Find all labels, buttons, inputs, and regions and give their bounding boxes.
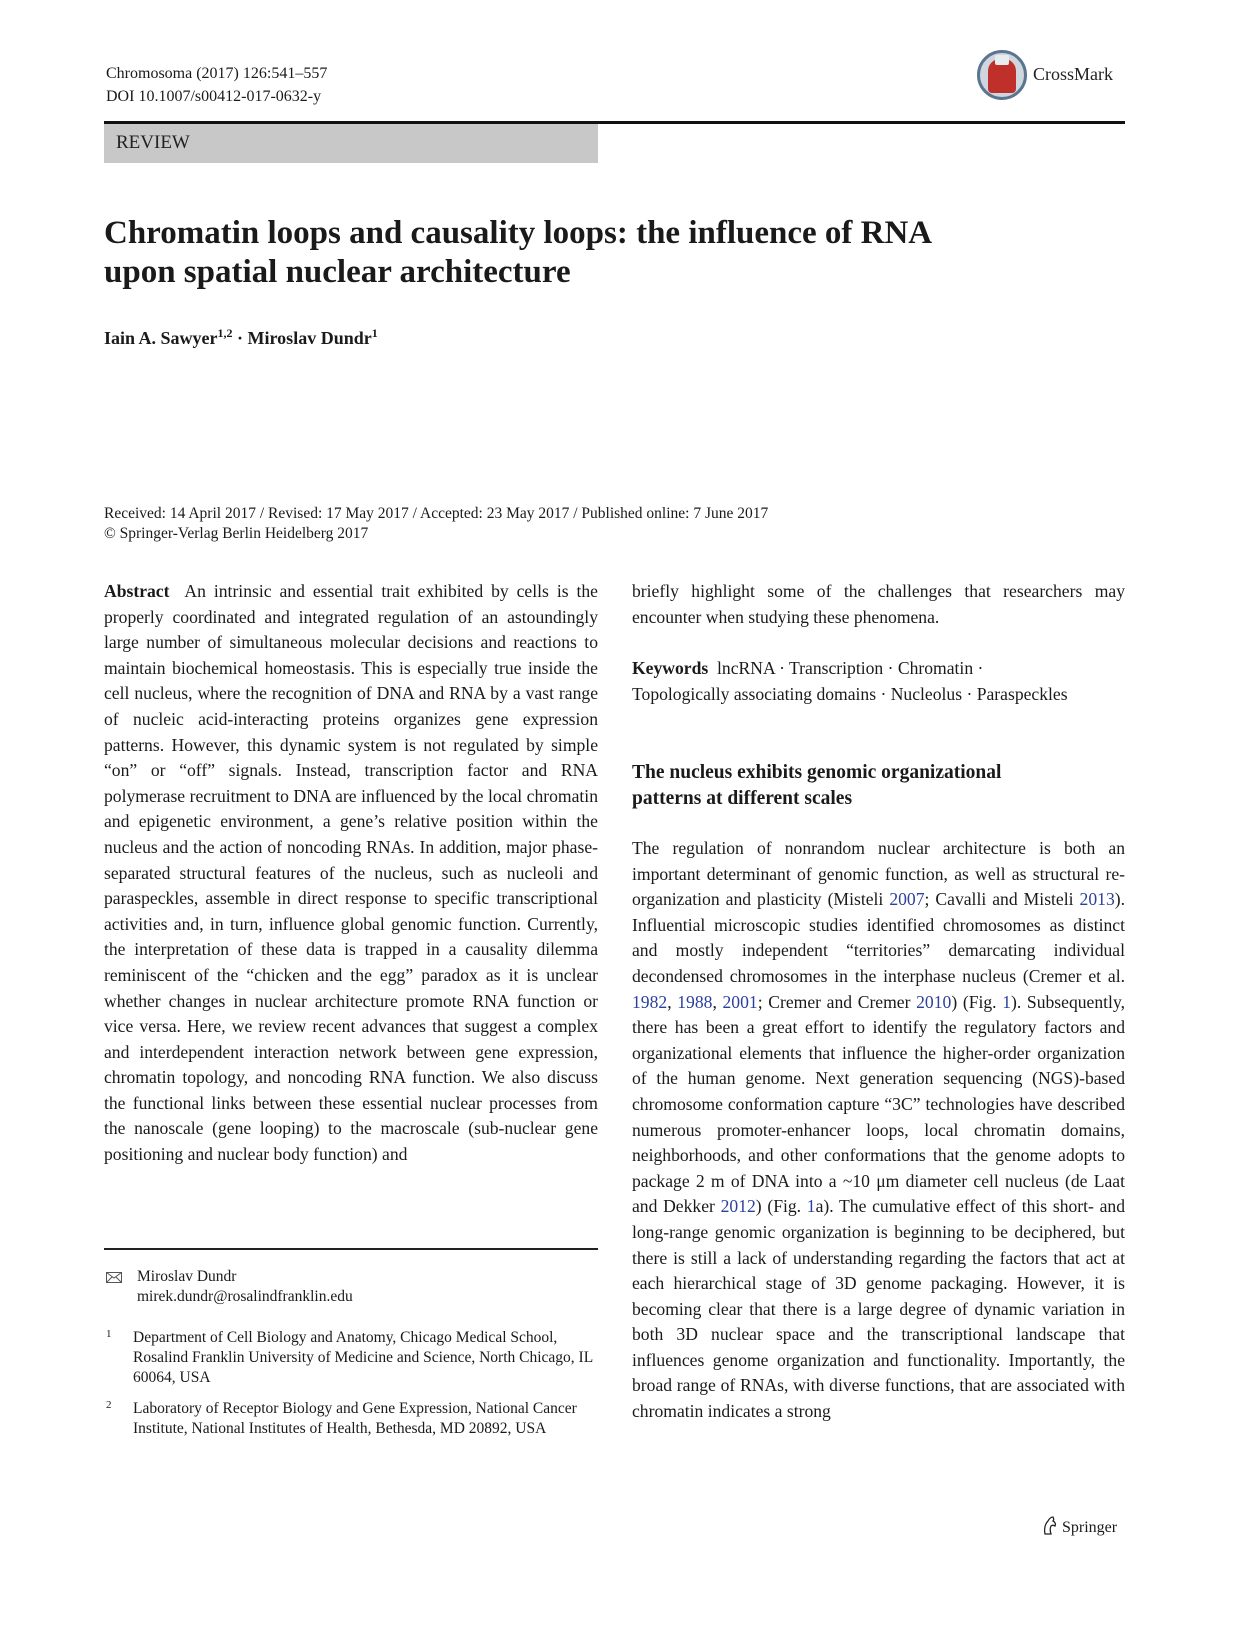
affiliation-1: Department of Cell Biology and Anatomy, Chicago Medical School, Rosalind Franklin University of Medicine and Science, North Chicago, IL 60064, USA	[133, 1329, 593, 1386]
body-text: ) (Fig.	[951, 991, 1003, 1012]
author-2-affiliation: 1	[371, 326, 378, 340]
corresponding-author-name: Miroslav Dundr	[137, 1268, 237, 1285]
author-2[interactable]: Miroslav Dundr	[247, 328, 372, 348]
abstract-text: An intrinsic and essential trait exhibited by cells is the properly coordinated and integrated regulation of an astoundingly large number of simultaneous molecular decisions and reactions to maintain biochemical homeostasis. This is especially true inside the cell nucleus, where the recognition of DNA and RNA by a vast range of nucleic acid-interacting proteins organizes gene expression patterns. However, this dynamic system is not regulated by simple “on” or “off” signals. Instead, transcription factor and RNA polymerase recruitment to DNA are influenced by the local chromatin and epigenetic environment, a gene’s relative position within the nucleus and the action of noncoding RNAs. In addition, major phase-separated structural features of the nucleus, such as nucleoli and paraspeckles, assemble in direct response to specific transcriptional activities and, in turn, influence global genomic function. Currently, the interpretation of these data is trapped in a causality dilemma reminiscent of the “chicken and the egg” paradox as it is unclear whether changes in nuclear architecture promote RNA function or vice versa. Here, we review recent advances that suggest a complex and interdependent interaction network between gene expression, chromatin topology, and noncoding RNA function. We also discuss the functional links between these essential nuclear processes from the nanoscale (gene looping) to the macroscale (sub-nuclear gene positioning and nuclear body function) and	[104, 581, 598, 1165]
citation-link[interactable]: 2013	[1079, 889, 1115, 910]
citation-link[interactable]: 1982	[632, 991, 668, 1012]
copyright: © Springer-Verlag Berlin Heidelberg 2017	[104, 525, 369, 542]
abstract-label: Abstract	[104, 581, 170, 601]
crossmark-icon	[977, 50, 1027, 100]
crossmark-label: CrossMark	[1033, 64, 1113, 84]
body-text: ). Influential microscopic studies identified chromosomes as distinct and mostly independent “territories” demarcating individual decondensed chromosomes in the interphase nucleus (Cremer et al.	[632, 889, 1125, 986]
body-text: a). The cumulative effect of this short- and long-range genomic organization is beginning to be deciphered, but there is still a lack of understanding regarding the factors that act at each hierarchical stage of 3D genome packaging. However, it is becoming clear that there is a large degree of dynamic variation in both 3D nuclear space and the transcriptional landscape that influences genome organization and functionality. Importantly, the broad range of RNAs, with diverse functions, that are associated with chromatin indicates a strong	[632, 1196, 1126, 1422]
affiliation-number: 2	[106, 1399, 112, 1411]
section-heading-line-2: patterns at different scales	[632, 787, 853, 809]
body-text: ; Cavalli and Misteli	[924, 889, 1080, 910]
body-text: ,	[712, 991, 723, 1012]
publisher-logo	[1042, 1516, 1117, 1538]
body-text: ; Cremer and Cremer	[757, 991, 917, 1012]
keywords-label: Keywords	[632, 658, 709, 678]
citation-link[interactable]: 2007	[889, 889, 925, 910]
title-line-1: Chromatin loops and causality loops: the influence of RNA	[104, 215, 933, 251]
doi: DOI 10.1007/s00412-017-0632-y	[106, 88, 322, 105]
corresponding-author-email[interactable]: mirek.dundr@rosalindfranklin.edu	[137, 1288, 353, 1305]
citation-link[interactable]: 1988	[677, 991, 713, 1012]
body-text: ) (Fig.	[755, 1196, 807, 1217]
section-heading	[632, 760, 1125, 811]
author-list	[104, 326, 378, 349]
affiliation-2: Laboratory of Receptor Biology and Gene Expression, National Cancer Institute, National Institutes of Health, Bethesda, MD 20892, USA	[133, 1400, 577, 1437]
citation-link[interactable]: 2001	[722, 991, 758, 1012]
abstract-continued: briefly highlight some of the challenges that researchers may encounter when studying these phenomena.	[632, 581, 1125, 627]
footnote-rule	[104, 1248, 598, 1250]
citation-link[interactable]: 2010	[916, 991, 952, 1012]
publication-history: Received: 14 April 2017 / Revised: 17 May 2017 / Accepted: 23 May 2017 / Published online: 7 June 2017	[104, 505, 769, 522]
affiliation-number: 1	[106, 1328, 112, 1340]
journal-citation: Chromosoma (2017) 126:541–557	[106, 65, 328, 82]
publisher-name: Springer	[1062, 1519, 1118, 1536]
keywords	[632, 656, 1125, 707]
body-text: ,	[667, 991, 678, 1012]
figure-link[interactable]: 1	[806, 1196, 816, 1217]
section-heading-line-1: The nucleus exhibits genomic organizational	[632, 762, 1002, 783]
article-type-banner: REVIEW	[104, 124, 598, 163]
springer-horse-icon	[1042, 1516, 1058, 1536]
title-line-2: upon spatial nuclear architecture	[104, 254, 571, 290]
article-title	[104, 214, 1064, 292]
body-paragraph	[632, 836, 1125, 1425]
keywords-line-2: Topologically associating domains · Nucleolus · Paraspeckles	[632, 683, 1068, 704]
author-1[interactable]: Iain A. Sawyer	[104, 328, 218, 348]
crossmark-badge[interactable]	[977, 50, 1125, 106]
keywords-line-1: lncRNA · Transcription · Chromatin ·	[717, 658, 984, 678]
abstract	[104, 579, 598, 1168]
envelope-icon	[106, 1272, 122, 1283]
body-text: ). Subsequently, there has been a great effort to identify the regulatory factors and organizational elements that influence the higher-order organization of the human genome. Next generation sequencing (NGS)-based chromosome conformation capture “3C” technologies have described numerous promoter-enhancer loops, local chromatin domains, neighborhoods, and other conformations that the genome adopts to package 2 m of DNA into a ~10 μm diameter cell nucleus (de Laat and Dekker	[632, 991, 1125, 1217]
author-separator: ·	[232, 328, 248, 348]
citation-link[interactable]: 2012	[720, 1196, 756, 1217]
figure-link[interactable]: 1	[1002, 991, 1012, 1012]
body-text: The regulation of nonrandom nuclear architecture is both an important determinant of genomic function, as well as structural re-organization and plasticity (Misteli	[632, 838, 1125, 910]
author-1-affiliation: 1,2	[217, 326, 233, 340]
